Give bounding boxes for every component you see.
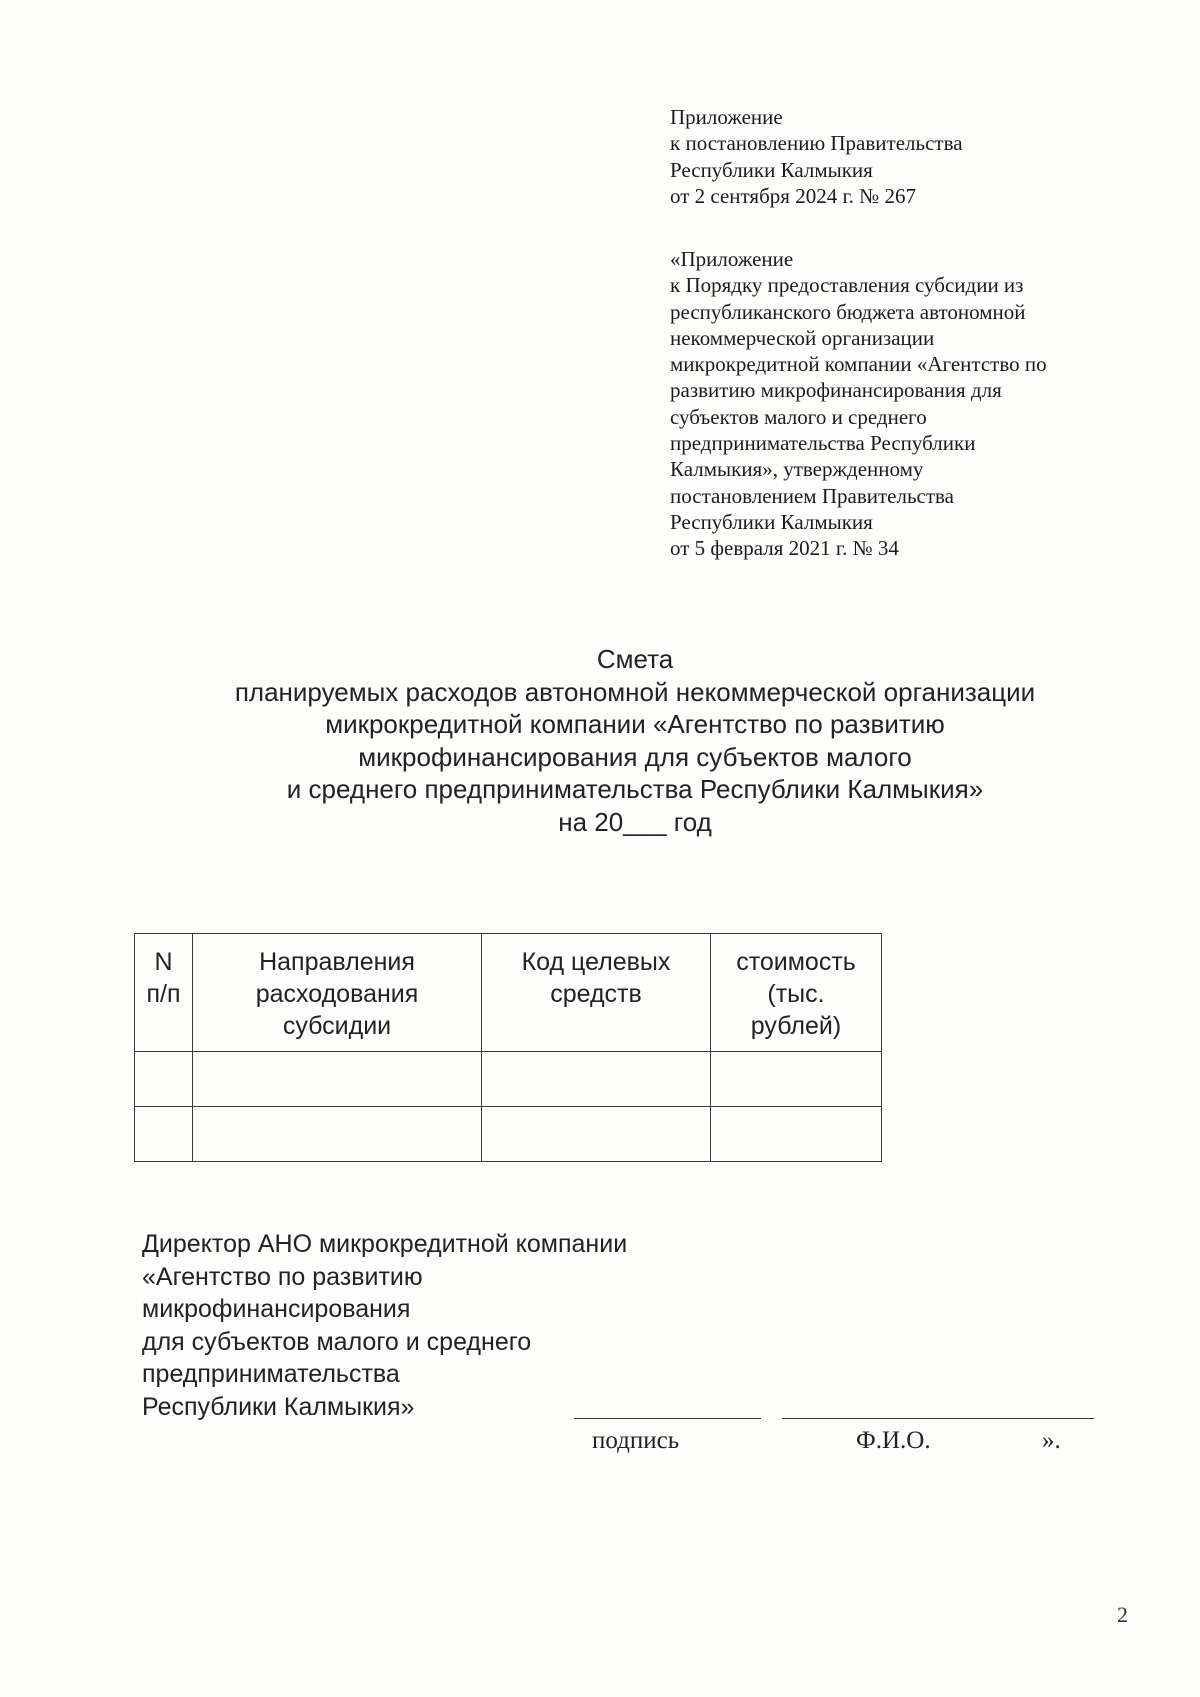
title-line: микрокредитной компании «Агентство по развитию bbox=[325, 709, 945, 739]
annex-line: некоммерческой организации bbox=[670, 325, 935, 350]
table-cell bbox=[193, 1052, 482, 1107]
header-cell-number: N п/п bbox=[135, 934, 193, 1052]
table-cell bbox=[482, 1107, 711, 1162]
annex-line: к постановлению Правительства bbox=[670, 131, 963, 156]
annex-line: развитию микрофинансирования для bbox=[670, 378, 1002, 403]
annex-line: республиканского бюджета автономной bbox=[670, 299, 1026, 324]
signature-line: Республики Калмыкия» bbox=[142, 1392, 415, 1421]
annex-line: от 2 сентября 2024 г. № 267 bbox=[670, 183, 916, 208]
signature-line: для субъектов малого и среднего bbox=[142, 1327, 532, 1356]
document-title bbox=[0, 643, 1200, 838]
annex-line: микрокредитной компании «Агентство по bbox=[670, 352, 1047, 377]
annex-line: субъектов малого и среднего bbox=[670, 404, 927, 429]
header-cell-direction: Направления расходования субсидии bbox=[193, 934, 482, 1052]
title-line: планируемых расходов автономной некоммерческой организации bbox=[234, 676, 1036, 707]
annex-line: «Приложение bbox=[670, 247, 794, 271]
annex-line: от 5 февраля 2021 г. № 34 bbox=[670, 536, 899, 561]
name-underline bbox=[782, 1418, 1094, 1419]
title-heading: Смета bbox=[596, 644, 674, 674]
annex-line: Республики Калмыкия bbox=[670, 157, 873, 182]
signature-caption: подпись bbox=[592, 1427, 680, 1454]
annex-line: Приложение bbox=[670, 105, 783, 129]
header-cell-code: Код целевых средств bbox=[482, 934, 711, 1052]
title-line: микрофинансирования для субъектов малого bbox=[358, 741, 912, 772]
table-cell bbox=[135, 1107, 193, 1162]
title-year-line: на 20___ год bbox=[558, 806, 712, 837]
header-cell-cost: стоимость (тыс. рублей) bbox=[711, 934, 882, 1052]
table-cell bbox=[482, 1052, 711, 1107]
annex-line: Республики Калмыкия bbox=[670, 509, 873, 534]
table-cell bbox=[135, 1052, 193, 1107]
title-line: и среднего предпринимательства Республики Калмыкия» bbox=[286, 774, 984, 804]
signature-line: Директор АНО микрокредитной компании bbox=[142, 1230, 628, 1258]
annex-header-resolution bbox=[670, 104, 963, 209]
closing-quote-mark: ». bbox=[1042, 1427, 1061, 1454]
name-caption: Ф.И.О. bbox=[856, 1427, 931, 1454]
annex-line: к Порядку предоставления субсидии из bbox=[670, 273, 1024, 298]
signature-block bbox=[142, 1228, 627, 1423]
signature-line: предпринимательства bbox=[142, 1360, 400, 1388]
signature-line: «Агентство по развитию bbox=[142, 1262, 423, 1291]
table-row bbox=[135, 1052, 882, 1107]
table-cell bbox=[711, 1052, 882, 1107]
annex-line: предпринимательства Республики bbox=[670, 431, 976, 456]
annex-line: Калмыкия», утвержденному bbox=[670, 457, 924, 482]
signature-underline bbox=[574, 1418, 761, 1419]
expense-table bbox=[134, 933, 882, 1162]
annex-line: постановлением Правительства bbox=[670, 483, 955, 508]
annex-header-procedure bbox=[670, 246, 1047, 562]
table-row bbox=[135, 1107, 882, 1162]
table-cell bbox=[711, 1107, 882, 1162]
table-header-row bbox=[135, 934, 882, 1052]
signature-line: микрофинансирования bbox=[142, 1295, 411, 1323]
table-cell bbox=[193, 1107, 482, 1162]
page-number: 2 bbox=[1117, 1602, 1128, 1627]
